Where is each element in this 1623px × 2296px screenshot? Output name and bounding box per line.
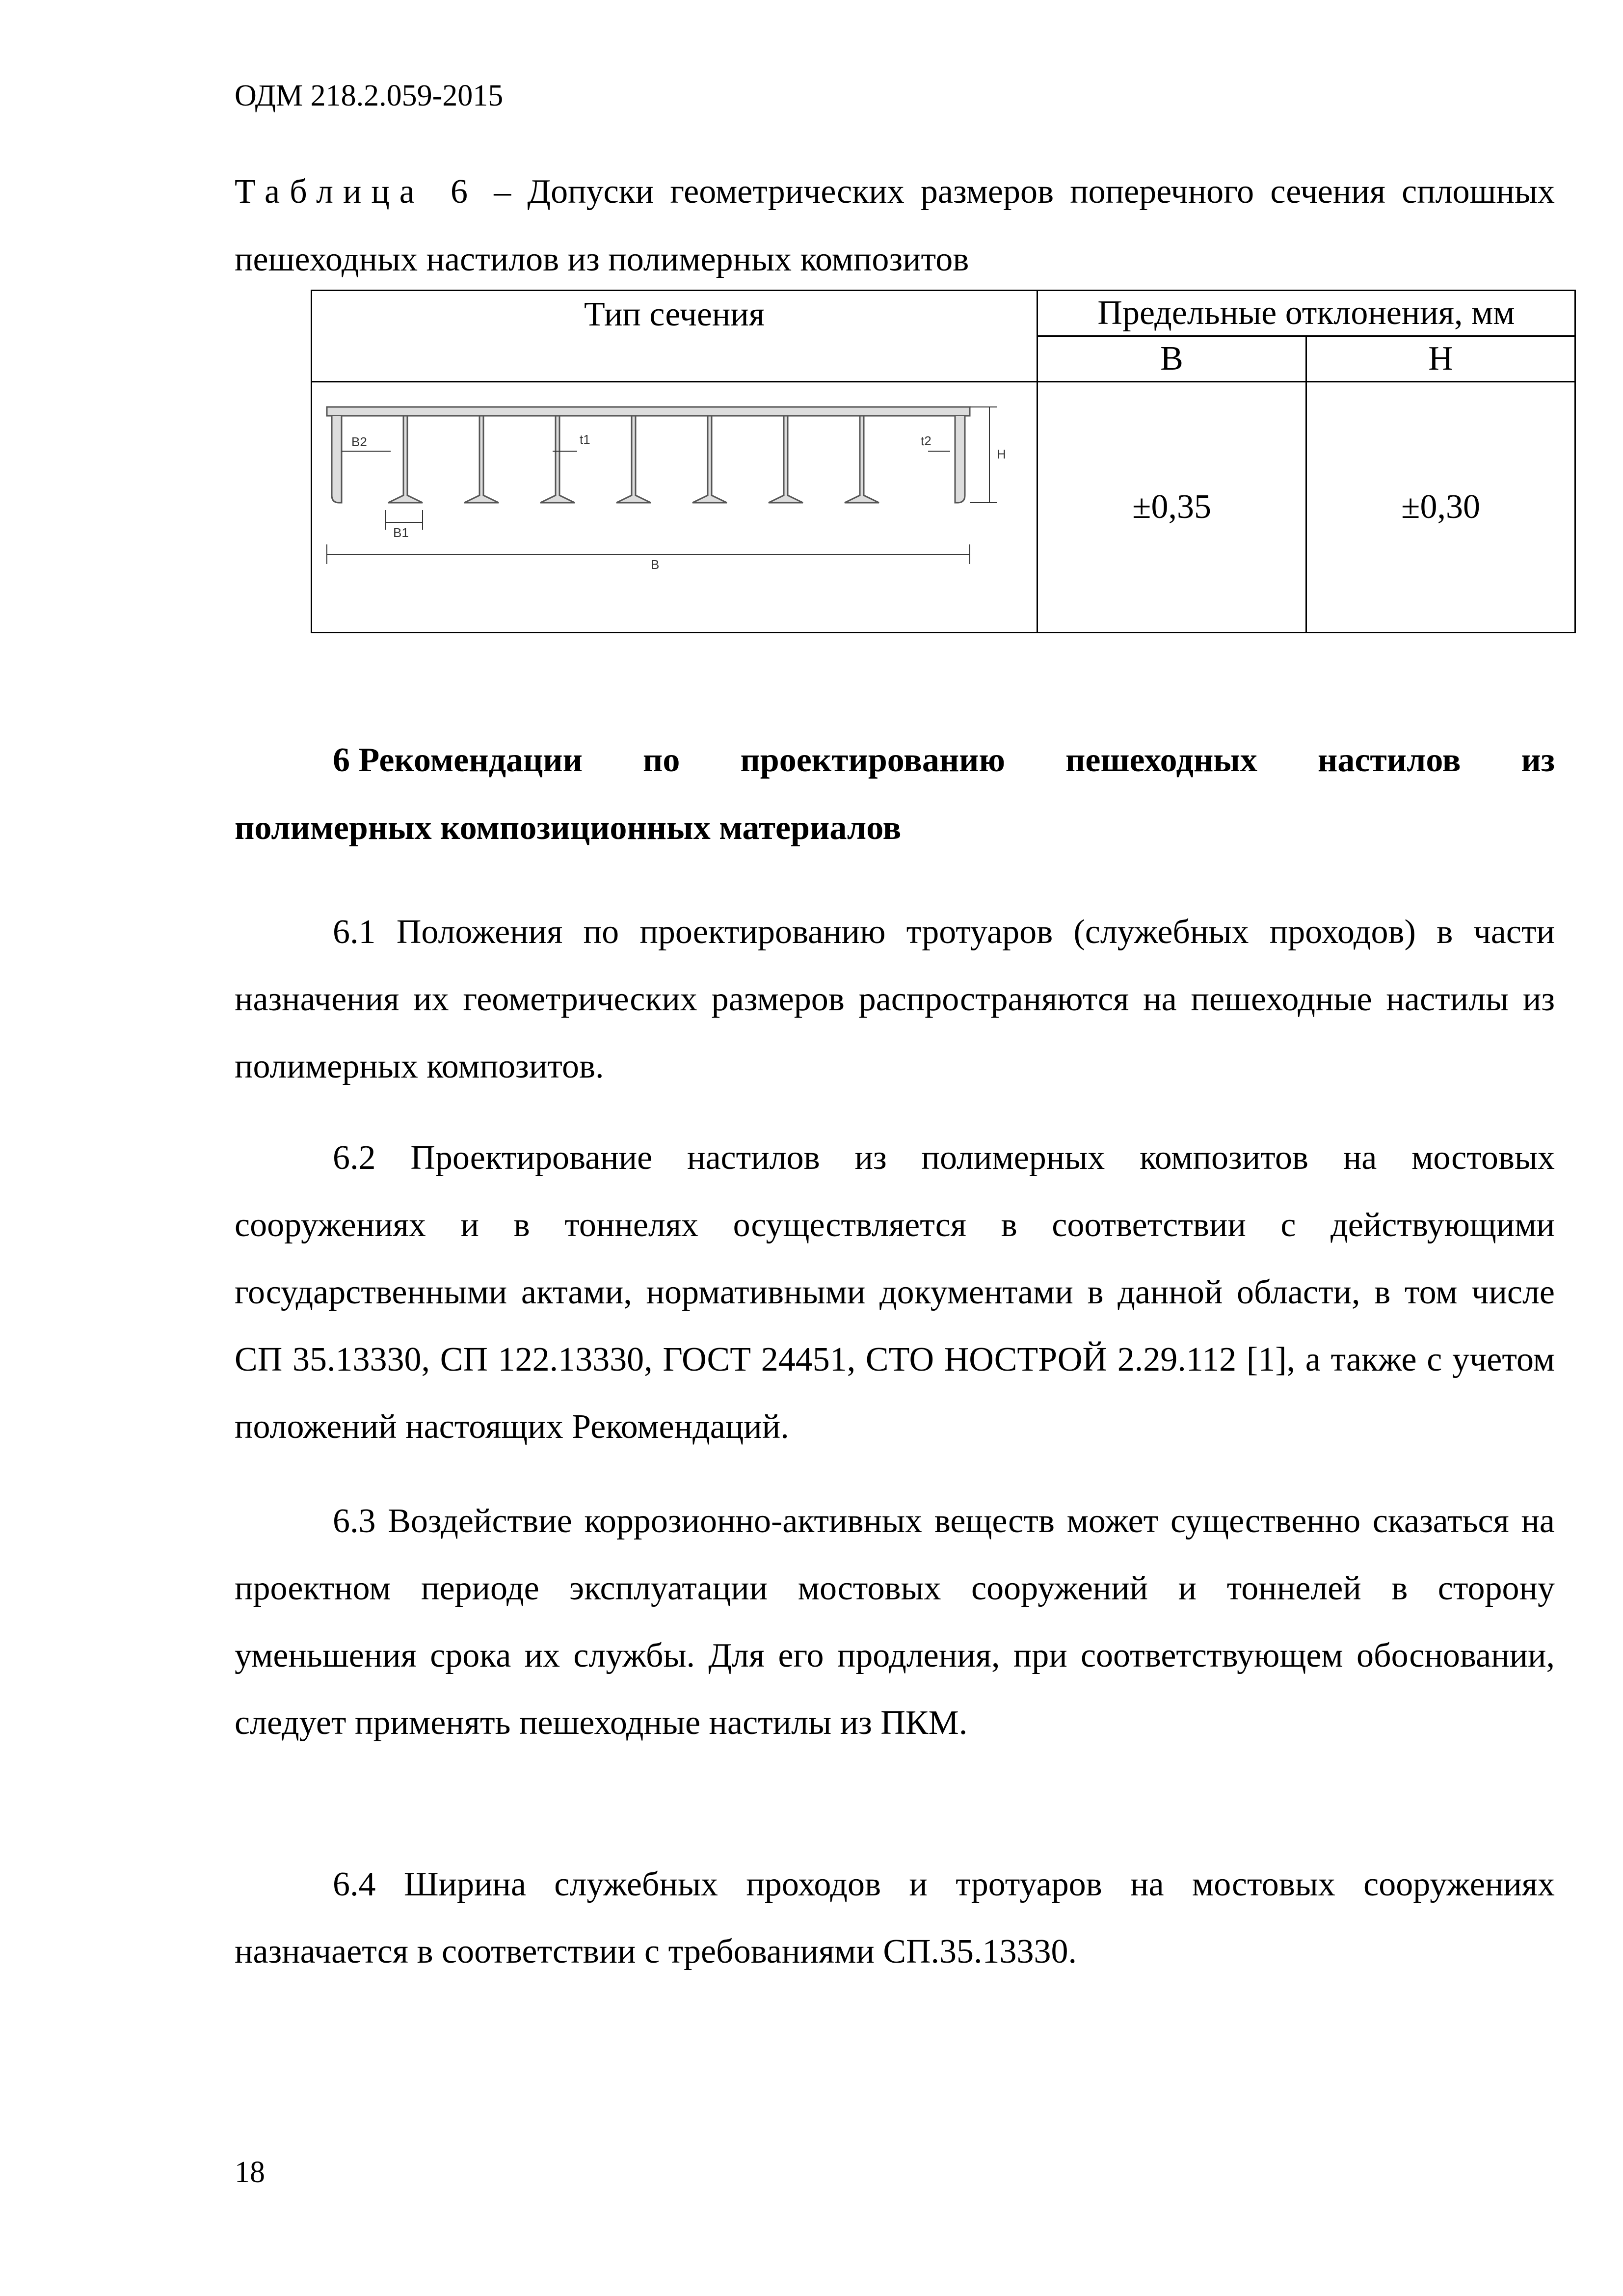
section-title-word: настилов [1318,741,1461,779]
section-title-line2: полимерных композиционных материалов [235,809,902,847]
section-title-word: пешеходных [1065,741,1257,779]
header-h: H [1306,336,1575,382]
header-b: B [1038,336,1306,382]
label-b2: B2 [351,434,367,449]
table-caption-prefix: Таблица 6 [235,173,478,211]
paragraph-6-2: 6.2 Проектирование настилов из полимерных композитов на мостовых сооружениях и в тоннелях осуществляется в соответствии с действующими государственными актами, нормативными документами в данной области, в том числе СП 35.13330, СП 122.13330, ГОСТ 24451, СТО НОСТРОЙ 2.29.112 [1], а также с учетом положений настоящих Рекомендаций. [235,1139,1555,1446]
tolerance-table [311,290,1576,633]
cell-h-tolerance: ±0,30 [1306,382,1575,633]
header-section-type: Тип сечения [312,291,1038,382]
deck-web [540,416,575,503]
section-title [235,727,1555,862]
header-deviations: Предельные отклонения, мм [1038,291,1575,336]
deck-web [845,416,879,503]
section-title-word: 6 Рекомендации [333,741,583,779]
cross-section-drawing [312,382,1037,628]
paragraph-6-1: 6.1 Положения по проектированию тротуаров (служебных проходов) в части назначения их геометрических размеров распространяются на пешеходные настилы из полимерных композитов. [235,913,1555,1085]
cross-section-figure-cell [312,382,1038,633]
page-number: 18 [235,2156,265,2189]
section-title-word: из [1521,741,1555,779]
label-t1: t1 [580,432,590,447]
document-code: ОДМ 218.2.059-2015 [235,79,504,112]
deck-web [464,416,499,503]
deck-web [388,416,423,503]
paragraph-6-3: 6.3 Воздействие коррозионно-активных веществ может существенно сказаться на проектном периоде эксплуатации мостовых сооружений и тоннелей в сторону уменьшения срока их службы. Для его продления, при соответствующем обосновании, следует применять пешеходные настилы из ПКМ. [235,1502,1555,1742]
cell-b-tolerance: ±0,35 [1038,382,1306,633]
deck-web [769,416,803,503]
label-b1: B1 [393,525,409,540]
deck-web [692,416,727,503]
table-caption [235,158,1555,294]
section-title-line1 [235,727,1555,794]
table-caption-text: – Допуски геометрических размеров поперечного сечения сплошных пешеходных настилов из полимерных композитов [235,173,1555,278]
deck-web [616,416,651,503]
section-title-word: проектированию [740,741,1005,779]
section-title-word: по [643,741,680,779]
label-t2: t2 [921,433,931,448]
label-b: B [651,557,660,572]
paragraph-6-4: 6.4 Ширина служебных проходов и тротуаров на мостовых сооружениях назначается в соответствии с требованиями СП.35.13330. [235,1865,1555,1971]
label-h: H [997,447,1006,461]
